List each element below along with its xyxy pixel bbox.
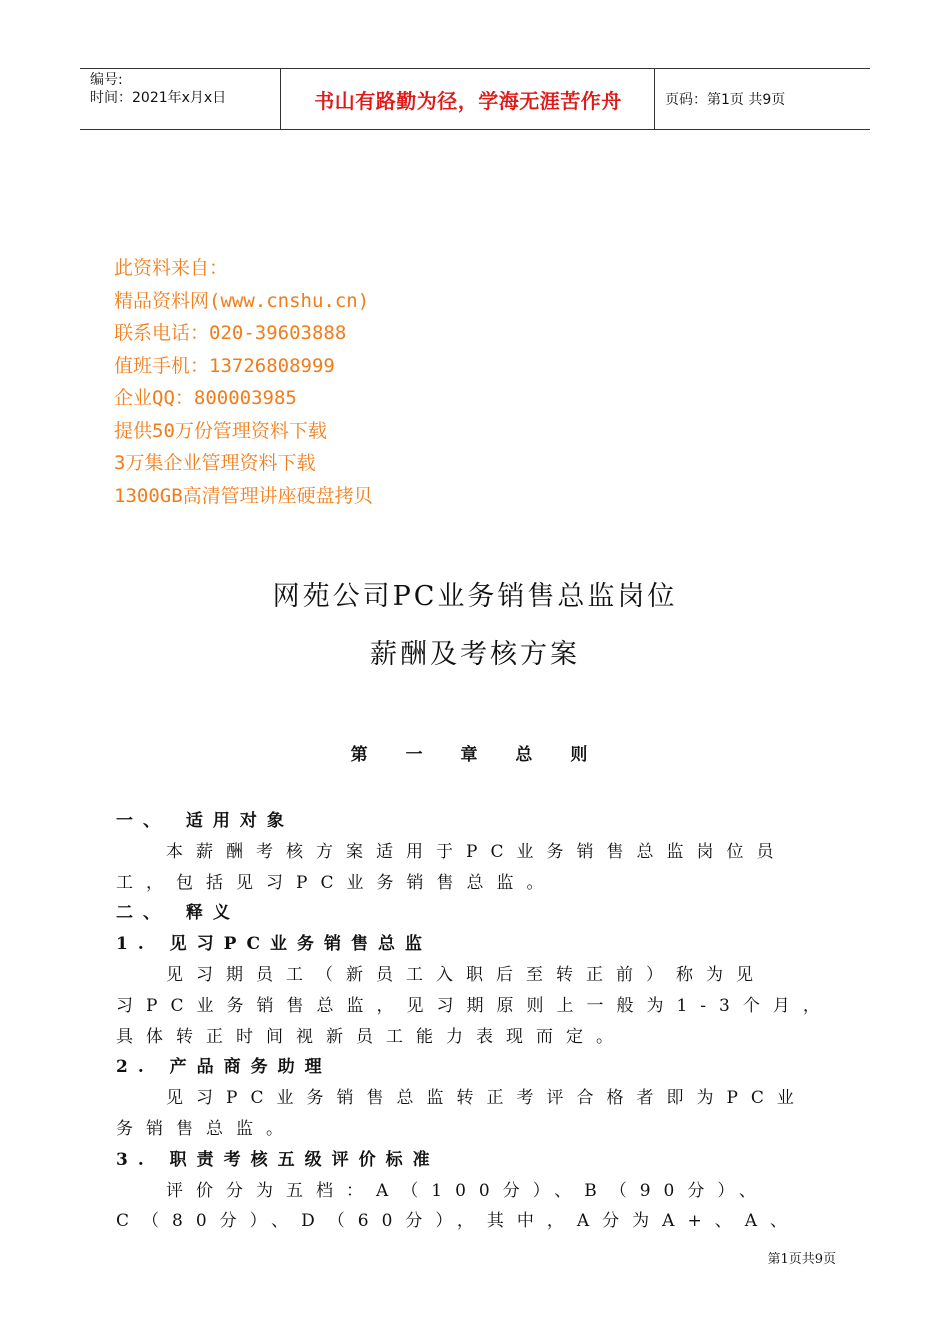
header-meta [90,71,226,107]
header-divider [654,69,655,129]
subsection-heading: 2. 产品商务助理 [116,1057,332,1078]
promo-line: 此资料来自： [114,257,229,279]
promo-line: 3万集企业管理资料下载 [114,452,316,474]
paragraph-line: 习PC业务销售总监，见习期原则上一般为1-3个月， [116,995,833,1016]
paragraph-line: 评价分为五档：A（100分）、B（90分）、 [166,1180,769,1201]
document-title: 网苑公司PC业务销售总监岗位 [272,581,678,612]
paragraph-line: 具体转正时间视新员工能力表现而定。 [116,1026,626,1047]
page-footer: 第1页共9页 [767,1252,836,1267]
section-heading: 一、 适用对象 [116,811,294,831]
promo-line: 联系电话：020-39603888 [114,322,347,344]
promo-block [114,252,373,512]
paragraph-line: 务销售总监。 [116,1118,296,1139]
subsection-heading: 1. 见习PC业务销售总监 [116,934,432,955]
paragraph-line: 本薪酬考核方案适用于PC业务销售总监岗位员 [166,841,787,862]
paragraph-line: 见习期员工（新员工入职后至转正前）称为见 [166,964,766,985]
document-subtitle: 薪酬及考核方案 [370,639,580,670]
promo-line: 企业QQ：800003985 [114,387,297,409]
document-number-label: 编号: [90,72,123,88]
subsection-heading: 3. 职责考核五级评价标准 [116,1149,440,1170]
paragraph-line: 见习PC业务销售总监转正考评合格者即为PC业 [166,1088,807,1109]
paragraph-line: 工，包括见习PC业务销售总监。 [116,872,557,893]
header-page-info: 页码：第1页 共9页 [665,92,786,108]
header-divider [280,69,281,129]
promo-line: 精品资料网(www.cnshu.cn) [114,289,370,312]
paragraph-line: C（80分）、D（60分），其中，A分为A+、A、 [116,1211,800,1232]
header-motto: 书山有路勤为径，学海无涯苦作舟 [314,89,622,113]
document-time-label: 时间：2021年x月x日 [90,90,227,106]
chapter-heading: 第 一 章 总 则 [350,745,600,765]
promo-line: 提供50万份管理资料下载 [114,419,327,442]
section-heading: 二、 释义 [116,903,240,924]
promo-line: 值班手机：13726808999 [114,354,335,377]
document-body [116,806,833,1237]
page-header [80,68,870,130]
promo-line: 1300GB高清管理讲座硬盘拷贝 [114,484,373,507]
